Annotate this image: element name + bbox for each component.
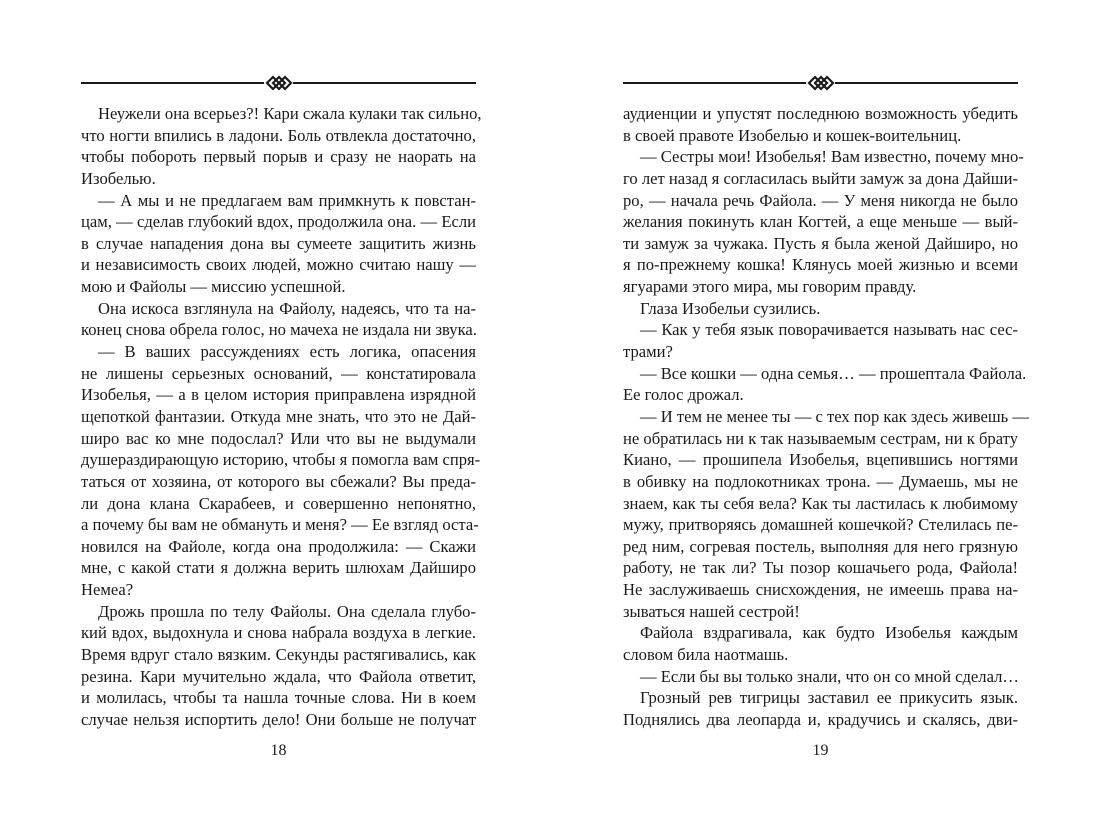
- text-line: ли дона клана Скарабеев, и совершенно непонятно,: [81, 493, 476, 513]
- text-line: Глаза Изобельи сузились.: [640, 298, 821, 318]
- text-line: чтобы побороть первый порыв и сразу не наорать на: [81, 147, 476, 167]
- text-line: в обивку на подлокотниках трона. — Думаешь, мы не: [623, 471, 1018, 491]
- text-line: Изобелья, — а в целом история приправлена изрядной: [81, 385, 476, 405]
- text-line: зываться нашей сестрой!: [623, 601, 800, 621]
- text-line: не лишены серьезных оснований, — констатировала: [81, 363, 476, 383]
- text-line: — В ваших рассуждениях есть логика, опасения: [98, 342, 476, 362]
- header-ornament: [81, 71, 476, 95]
- text-line: — Сестры мои! Изобелья! Вам известно, почему мно-: [640, 147, 1024, 167]
- text-line: цам, — сделав глубокий вдох, продолжила она. — Если: [81, 212, 476, 232]
- text-line: Дрожь прошла по телу Файолы. Она сделала глубо-: [98, 601, 476, 621]
- text-line: Файола вздрагивала, как будто Изобелья каждым: [640, 623, 1018, 643]
- text-line: ти замуж за чужака. Пусть я была женой Дайширо, но: [623, 233, 1018, 253]
- text-line: в случае нападения дона вы сумеете защитить жизнь: [81, 233, 476, 253]
- text-line: в своей правоте Изобелью и кошек-воительниц.: [623, 125, 962, 145]
- text-line: резина. Кари мучительно ждала, что Файола ответит,: [81, 666, 476, 686]
- text-line: Неужели она всерьез?! Кари сжала кулаки так сильно,: [98, 104, 482, 123]
- text-line: Она искоса взглянула на Файолу, надеясь, что та на-: [98, 298, 476, 318]
- text-line: не обратилась ни к так называемым сестрам, ни к брату: [623, 428, 1018, 448]
- page-number: 19: [812, 742, 829, 759]
- text-line: работу, не так ли? Ты позор кошачьего рода, Файола!: [623, 558, 1018, 578]
- text-line: желания покинуть клан Когтей, а еще меньше — вый-: [623, 212, 1018, 232]
- header-ornament: [623, 71, 1018, 95]
- text-line: новился на Файоле, когда она продолжила: — Скажи: [81, 536, 476, 556]
- text-line: мужу, притворяясь домашней кошечкой? Стелилась пе-: [623, 515, 1018, 535]
- right-page: [623, 0, 1029, 825]
- text-line: случае нельзя испортить дело! Они больше не получат: [81, 709, 476, 729]
- right-page-text: [623, 103, 1029, 731]
- text-line: ред ним, согревая постель, выполняя для него грязную: [623, 536, 1018, 556]
- text-line: а почему бы вам не обмануть и меня? — Ее взгляд оста-: [81, 515, 479, 535]
- text-line: Не заслуживаешь снисхождения, не имеешь права на-: [623, 580, 1018, 600]
- text-line: — А мы и не предлагаем вам примкнуть к повстан-: [98, 190, 476, 210]
- text-line: таться от хозяина, от которого вы сбежали? Вы преда-: [81, 471, 476, 491]
- text-line: широ вас ко мне подослал? Или что вы не выдумали: [81, 428, 476, 448]
- text-line: кий вдох, выдохнула и снова набрала воздуха в легкие.: [81, 623, 476, 643]
- text-line: словом била наотмашь.: [623, 645, 789, 665]
- text-line: — Все кошки — одна семья… — прошептала Файола.: [640, 363, 1027, 383]
- text-line: аудиенции и упустят последнюю возможность убедить: [623, 104, 1018, 123]
- text-line: ро, — начала речь Файола. — У меня никогда не было: [623, 190, 1018, 210]
- text-line: знаем, как ты себя вела? Как ты ластилась к любимому: [623, 493, 1018, 513]
- text-line: Время вдруг стало вязким. Секунды растягивались, как: [81, 645, 476, 665]
- text-line: — И тем не менее ты — с тех пор как здесь живешь —: [640, 406, 1029, 426]
- text-line: что ногти впились в ладони. Боль отвлекла достаточно,: [81, 125, 476, 145]
- text-line: Киано, — прошипела Изобелья, вцепившись ногтями: [623, 450, 1018, 470]
- text-line: Немеа?: [81, 580, 134, 600]
- text-line: Ее голос дрожал.: [623, 385, 744, 405]
- text-line: я по-прежнему кошка! Клянусь моей жизнью и всеми: [623, 255, 1018, 275]
- text-line: трами?: [623, 342, 673, 362]
- text-line: — Как у тебя язык поворачивается называть нас сес-: [640, 320, 1018, 340]
- text-line: ягуарами этого мира, мы говорим правду.: [623, 277, 917, 297]
- text-line: конец снова обрела голос, но мачеха не издала ни звука.: [81, 320, 477, 340]
- text-line: и независимость своих людей, можно считаю нашу —: [81, 255, 476, 275]
- diamond-knot-icon: [267, 77, 291, 89]
- text-line: душераздирающую историю, чтобы я помогла вам спря-: [81, 450, 481, 470]
- text-line: Грозный рев тигрицы заставил ее прикусить язык.: [640, 688, 1018, 708]
- text-line: Изобелью.: [81, 168, 156, 188]
- text-line: — Если бы вы только знали, что он со мной сделал…: [640, 666, 1019, 686]
- left-page-text: [81, 103, 482, 731]
- text-line: щепоткой фантазии. Откуда мне знать, что это не Дай-: [81, 406, 476, 426]
- text-line: Поднялись два леопарда и, крадучись и скалясь, дви-: [623, 709, 1018, 729]
- diamond-knot-icon: [809, 77, 833, 89]
- text-line: мою и Файолы — миссию успешной.: [81, 277, 346, 297]
- page-number: 18: [270, 742, 287, 759]
- text-line: го лет назад я согласилась выйти замуж за дона Дайши-: [623, 168, 1018, 188]
- left-page: [81, 0, 482, 825]
- text-line: мне, с какой стати я должна верить шлюхам Дайширо: [81, 558, 476, 578]
- text-line: и молилась, чтобы та нашла точные слова. Ни в коем: [81, 688, 476, 708]
